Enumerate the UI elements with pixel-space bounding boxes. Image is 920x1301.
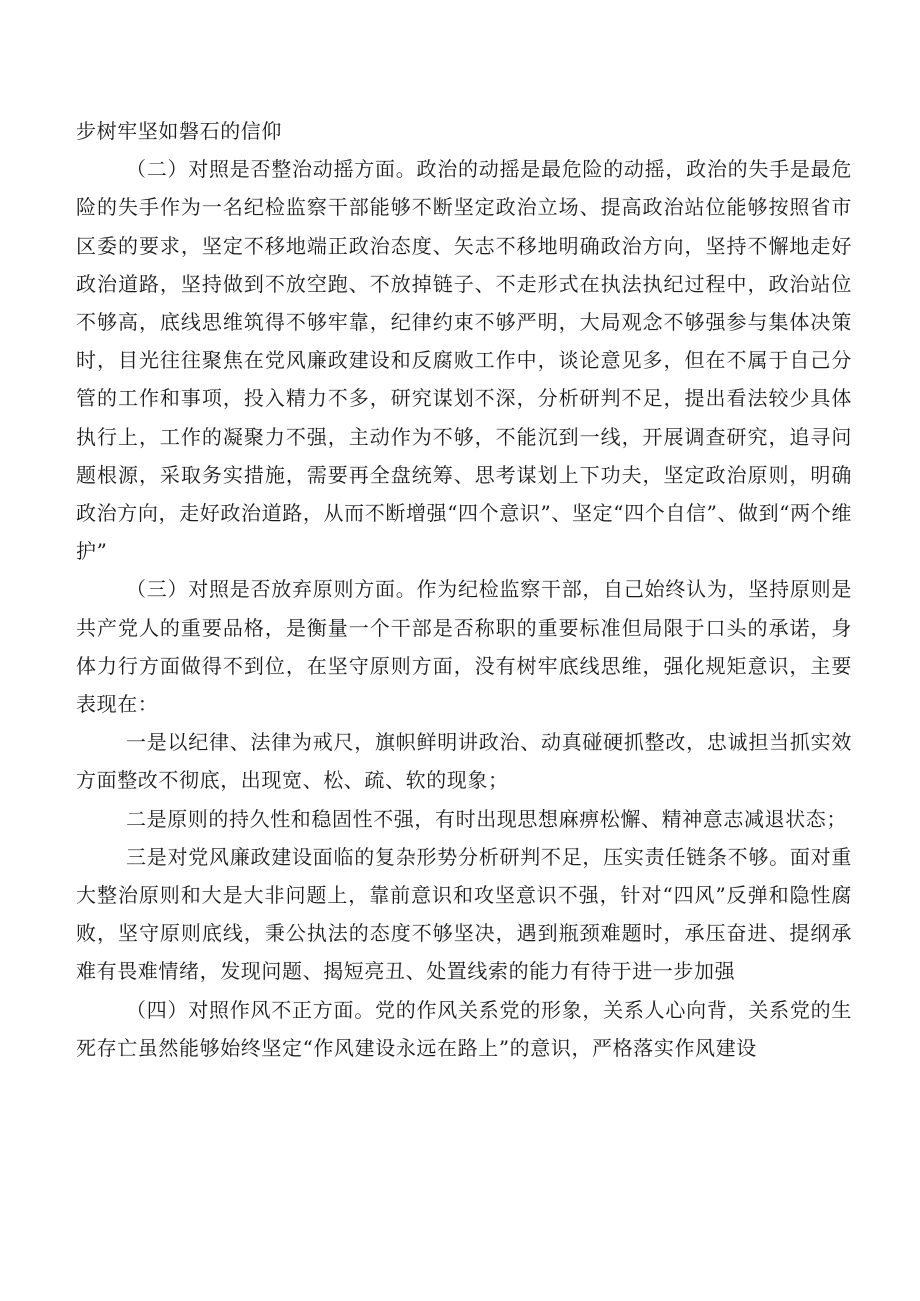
paragraph-section-2: （二）对照是否整治动摇方面。政治的动摇是最危险的动摇，政治的失手是最危险的失手作为一名纪检监察干部能够不断坚定政治立场、提高政治站位能够按照省市区委的要求，坚定不移地端正政治态度、矢志不移地明确政治方向，坚持不懈地走好政治道路，坚持做到不放空跑、不放掉链子、不走形式在执法执纪过程中，政治站位不够高，底线思维筑得不够牢靠，纪律约束不够严明，大局观念不够强参与集体决策时，目光往往聚焦在党风廉政建设和反腐败工作中，谈论意见多，但在不属于自己分管的工作和事项，投入精力不多，研究谋划不深，分析研判不足，提出看法较少具体执行上，工作的凝聚力不强，主动作为不够，不能沉到一线，开展调查研究，追寻问题根源，采取务实措施，需要再全盘统筹、思考谋划上下功夫，坚定政治原则，明确政治方向，走好政治道路，从而不断增强“四个意识”、坚定“四个自信”、做到“两个维护”	[76, 157, 852, 564]
paragraph-continuation: 步树牢坚如磐石的信仰	[76, 119, 282, 143]
paragraph-item-2: 二是原则的持久性和稳固性不强，有时出现思想麻痹松懈、精神意志减退状态；	[126, 806, 847, 831]
paragraph-item-1: 一是以纪律、法律为戒尺，旗帜鲜明讲政治、动真碰硬抓整改，忠诚担当抓实效方面整改不彻底，出现宽、松、疏、软的现象；	[76, 730, 852, 793]
paragraph-item-3: 三是对党风廉政建设面临的复杂形势分析研判不足，压实责任链条不够。面对重大整治原则和大是大非问题上，靠前意识和攻坚意识不强，针对“四风”反弹和隐性腐败，坚守原则底线，秉公执法的态度不够坚决，遇到瓶颈难题时，承压奋进、提纲承难有畏难情绪，发现问题、揭短亮丑、处置线索的能力有待于进一步加强	[76, 844, 852, 984]
document-page	[76, 112, 852, 1067]
paragraph-section-4: （四）对照作风不正方面。党的作风关系党的形象，关系人心向背，关系党的生死存亡虽然能够始终坚定“作风建设永远在路上”的意识，严格落实作风建设	[76, 997, 852, 1060]
paragraph-section-3: （三）对照是否放弃原则方面。作为纪检监察干部，自己始终认为，坚持原则是共产党人的重要品格，是衡量一个干部是否称职的重要标准但局限于口头的承诺，身体力行方面做得不到位，在坚守原则方面，没有树牢底线思维，强化规矩意识，主要表现在：	[76, 577, 852, 717]
